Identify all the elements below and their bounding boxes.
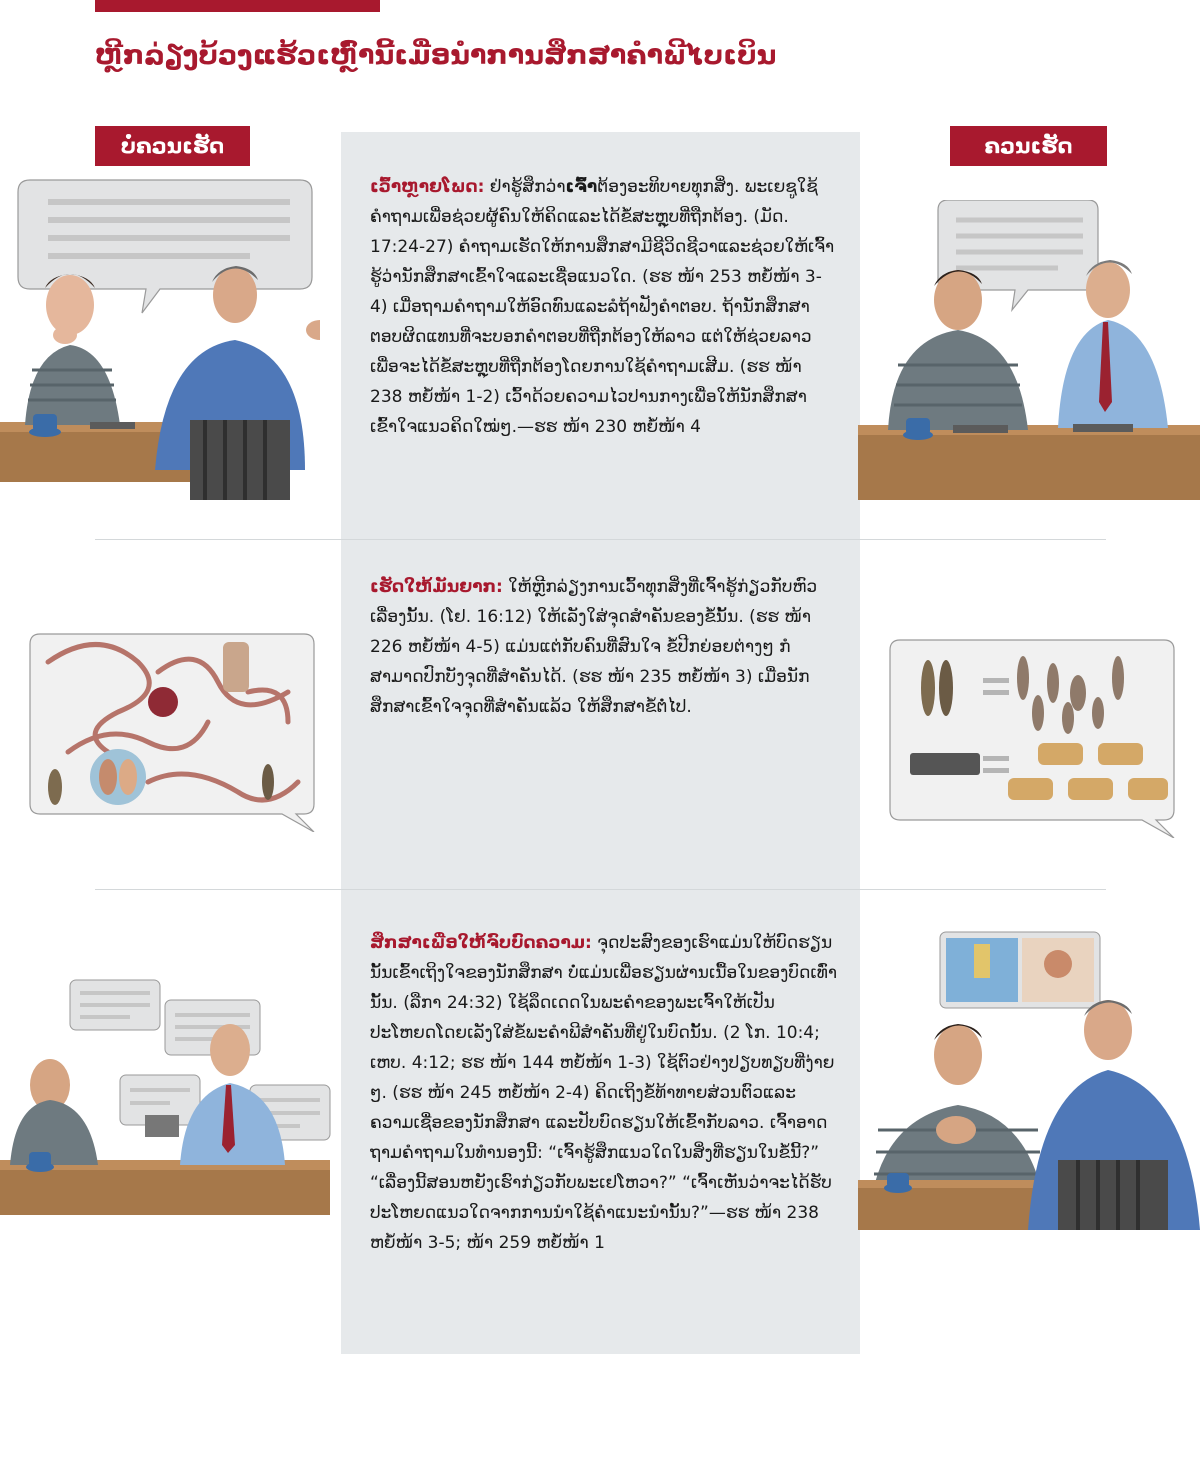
illustration-simple-points xyxy=(888,638,1188,838)
section-divider xyxy=(95,539,1106,540)
section-2-text-part: ໃຫ້ຫຼີກລ່ຽງການເວົ້າທຸກສິ່ງທີ່ເຈົ້າຮູ້ກ່ຽວກັບຫົວເລື່ອງນັ້ນ. (ໂຢ. 16:12) ໃຫ້ເລັງໃສ່ຈຸດສຳຄັນຂອງຂໍ້ນັ້ນ. (ຮຮ ໜ້າ 226 ຫຍໍ້ໜ້າ 4-5) ແມ່ນແຕ່ກັບຄົນທີ່ສົນໃຈ ຂໍ້ປີກຍ່ອຍຕ່າງໆ ກໍສາມາດປົກບັງຈຸດທີ່ສຳຄັນໄດ້. (ຮຮ ໜ້າ 235 ຫຍໍ້ໜ້າ 3) ເມື່ອນັກສຶກສາເຂົ້າໃຈຈຸດທີ່ສຳຄັນແລ້ວ ໃຫ້ສຶກສາຂໍ້ຕໍ່ໄປ. xyxy=(370,577,818,717)
section-2-lead: ເຮັດໃຫ້ມັນຍາກ: xyxy=(370,577,503,597)
illustration-reaching-heart xyxy=(858,930,1200,1230)
illustration-good-conversation xyxy=(858,200,1200,500)
section-3-text xyxy=(370,928,838,1258)
section-3-text-part: ຈຸດປະສົງຂອງເຮົາແມ່ນໃຫ້ບົດຮຽນນັ້ນເຂົ້າເຖິງໃຈຂອງນັກສຶກສາ ບໍ່ແມ່ນເພື່ອຮຽນຜ່ານເນື້ອໃນຂອງບົດເທົ່ານັ້ນ. (ລືກາ 24:32) ໃຊ້ລຶດເດດໃນພະຄຳຂອງພະເຈົ້າໃຫ້ເປັນປະໂຫຍດໂດຍເລັງໃສ່ຂໍ້ພະຄຳພີສຳຄັນທີ່ຢູ່ໃນບົດນັ້ນ. (2 ໂກ. 10:4; ເຫບ. 4:12; ຮຮ ໜ້າ 144 ຫຍໍ້ໜ້າ 1-3) ໃຊ້ຕົວຢ່າງປຽບທຽບທີ່ງ່າຍໆ. (ຮຮ ໜ້າ 245 ຫຍໍ້ໜ້າ 2-4) ຄິດເຖິງຂໍ້ທ້າທາຍສ່ວນຕົວແລະຄວາມເຊື່ອຂອງນັກສຶກສາ ແລະປັບບົດຮຽນໃຫ້ເຂົ້າກັບລາວ. ເຈົ້າອາດຖາມຄຳຖາມໃນທຳນອງນີ້: “ເຈົ້າຮູ້ສຶກແນວໃດໃນສິ່ງທີ່ຮຽນໃນຂໍ້ນີ້?” “ເລື່ອງນີ້ສອນຫຍັງເຮົາກ່ຽວກັບພະເຢໂຫວາ?” “ເຈົ້າເຫັນວ່າຈະໄດ້ຮັບປະໂຫຍດແນວໃດຈາກການນຳໃຊ້ຄຳແນະນຳນັ້ນ?”—ຮຮ ໜ້າ 238 ຫຍໍ້ໜ້າ 3-5; ໜ້າ 259 ຫຍໍ້ໜ້າ 1 xyxy=(370,933,838,1253)
section-1-text-part: ຢ່າຮູ້ສຶກວ່າ xyxy=(484,177,566,197)
section-divider xyxy=(95,889,1106,890)
illustration-too-many-details xyxy=(28,632,318,832)
do-label xyxy=(950,126,1107,166)
section-1-text-part: ຕ້ອງອະທິບາຍທຸກສິ່ງ. ພະເຍຊູໃຊ້ຄຳຖາມເພື່ອຊ່ວຍຜູ້ຄົນໃຫ້ຄິດແລະໄດ້ຂໍ້ສະຫຼຸບທີ່ຖືກຕ້ອງ. (ມັດ. 17:24-27) ຄຳຖາມເຮັດໃຫ້ການສຶກສາມີຊີວິດຊີວາແລະຊ່ວຍໃຫ້ເຈົ້າຮູ້ວ່ານັກສຶກສາເຂົ້າໃຈແລະເຊື່ອແນວໃດ. (ຮຮ ໜ້າ 253 ຫຍໍ້ໜ້າ 3-4) ເມື່ອຖາມຄຳຖາມໃຫ້ອົດທົນແລະລໍຖ້າຟັງຄຳຕອບ. ຖ້ານັກສຶກສາຕອບຜິດແທນທີ່ຈະບອກຄຳຕອບທີ່ຖືກຕ້ອງໃຫ້ລາວ ແຕ່ໃຫ້ຊ່ວຍລາວເພື່ອຈະໄດ້ຂໍ້ສະຫຼຸບທີ່ຖືກຕ້ອງໂດຍການໃຊ້ຄຳຖາມເສີມ. (ຮຮ ໜ້າ 238 ຫຍໍ້ໜ້າ 1-2) ເວົ້າດ້ວຍຄວາມໄວປານກາງເພື່ອໃຫ້ນັກສຶກສາເຂົ້າໃຈແນວຄິດໃໝ່ໆ.—ຮຮ ໜ້າ 230 ຫຍໍ້ໜ້າ 4 xyxy=(370,177,835,437)
page-title: ຫຼີກລ່ຽງບ້ວງແຮ້ວເຫຼົ່ານີ້ເມື່ອນຳການສຶກສາຄຳພີໄບເບິນ xyxy=(95,40,777,71)
top-accent-bar xyxy=(95,0,380,12)
section-3-lead: ສຶກສາເພື່ອໃຫ້ຈົບບົດຄວາມ: xyxy=(370,933,592,953)
section-1-text xyxy=(370,172,838,442)
dont-label-text: ບໍ່ຄວນເຮັດ xyxy=(120,134,225,158)
dont-label xyxy=(95,126,250,166)
section-1-emphasis: ເຈົ້າ xyxy=(565,177,598,197)
section-1-lead: ເວົ້າຫຼາຍໂພດ: xyxy=(370,177,485,197)
do-label-text: ຄວນເຮັດ xyxy=(984,134,1073,158)
section-2-text xyxy=(370,572,838,722)
illustration-talking-too-much xyxy=(0,170,320,500)
illustration-rushing-lesson xyxy=(0,975,340,1215)
